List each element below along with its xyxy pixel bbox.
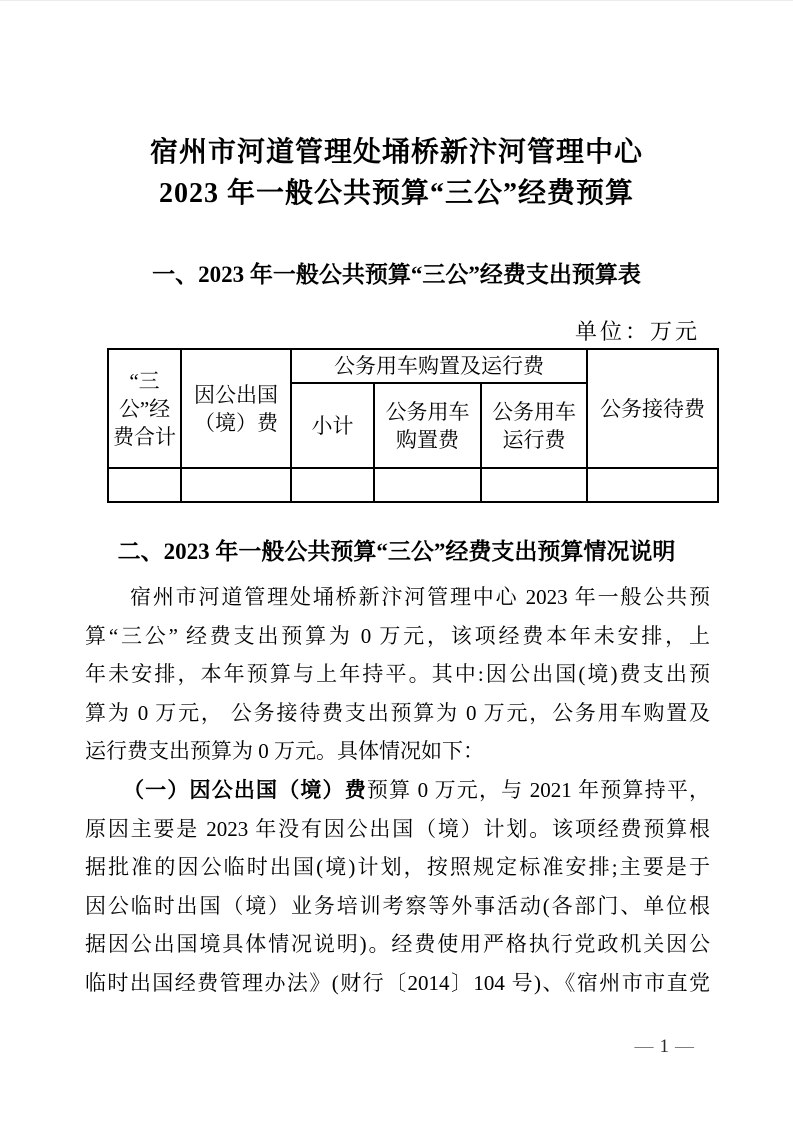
paragraph2-line: 临时出国经费管理办法》(财行〔2014〕104 号)、《宿州市市直党 [85,970,710,995]
footer-page-number: 1 [659,1036,669,1057]
data-cell-reception [587,468,718,502]
three-public-budget-table [107,348,719,503]
page-number-footer [0,1035,700,1059]
paragraph2-line: 因公临时出国（境）业务培训考察等外事活动(各部门、单位根 [85,893,710,918]
section1-heading: 一、2023 年一般公共预算“三公”经费支出预算表 [152,262,641,287]
document-title-line-2: 2023 年一般公共预算“三公”经费预算 [158,178,634,209]
paragraph2-line: 据批准的因公临时出国(境)计划，按照规定标准安排;主要是于 [85,855,710,880]
table-unit-label: 单位：万元 [574,319,700,344]
paragraph2-line: 原因主要是 2023 年没有因公出国（境）计划。该项经费预算根 [85,816,710,841]
paragraph2-line [85,771,710,810]
paragraph1-line: 宿州市河道管理处埇桥新汴河管理中心 2023 年一般公共预 [130,585,710,609]
table-header-row-1 [108,349,718,383]
paragraph2-bold-lead: （一）因公出国（境）费 [123,777,367,802]
header-cell-reception-fee: 公务接待费 [587,349,718,468]
section2-body [85,578,710,1003]
table-data-row [108,468,718,502]
data-cell-purchase [374,468,481,502]
paragraph1-line: 运行费支出预算为 0 万元。具体情况如下： [85,739,484,764]
paragraph2-line1-rest: 预算 0 万元，与 2021 年预算持平， [366,777,710,802]
data-cell-abroad [181,468,291,502]
data-cell-operation [481,468,587,502]
paragraph1-line: 年未安排，本年预算与上年持平。其中:因公出国(境)费支出预 [85,662,710,687]
footer-right-dash: — [675,1036,694,1057]
paragraph2-line: 据因公出国境具体情况说明)。经费使用严格执行党政机关因公 [85,932,710,957]
header-cell-abroad-fee: 因公出国（境）费 [181,349,291,468]
header-cell-vehicle-operation: 公务用车运行费 [481,383,587,468]
document-title-line-1: 宿州市河道管理处埇桥新汴河管理中心 [149,137,643,168]
section2-heading: 二、2023 年一般公共预算“三公”经费支出预算情况说明 [117,539,676,564]
header-cell-vehicle-purchase: 公务用车购置费 [374,383,481,468]
header-cell-subtotal: 小计 [291,383,374,468]
paragraph1-line: 算“三公” 经费支出预算为 0 万元，该项经费本年未安排，上 [85,623,710,648]
header-cell-three-public-total: “三公”经费合计 [108,349,181,468]
header-cell-vehicle-group: 公务用车购置及运行费 [291,349,587,383]
data-cell-total [108,468,181,502]
data-cell-subtotal [291,468,374,502]
paragraph1-line: 算为 0 万元， 公务接待费支出预算为 0 万元，公务用车购置及 [85,700,710,725]
footer-left-dash: — [634,1036,654,1057]
